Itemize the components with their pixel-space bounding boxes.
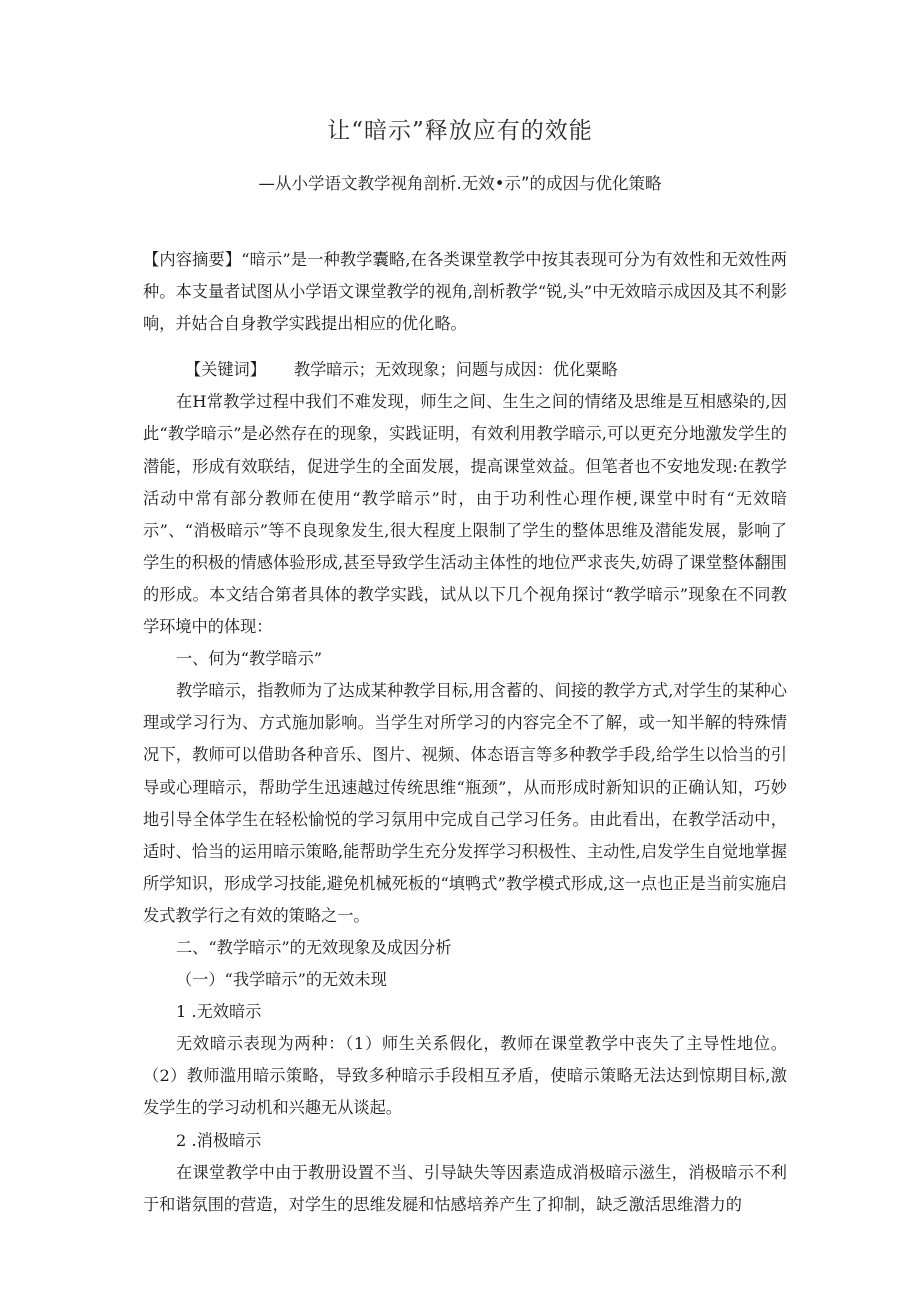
document-subtitle: —从小学语文教学视角剖析.无效•示”的成因与优化策略 [258, 174, 662, 193]
item-heading-2: 2 .消极暗示 [176, 1130, 262, 1150]
document-body [143, 244, 787, 1221]
document-title: 让“暗示”释放应有的效能 [327, 118, 593, 144]
keywords-value: 教学暗示；无效现象；问题与成因：优化粟略 [293, 360, 618, 380]
subsection-heading-1: （一）“我学暗示”的无效未现 [176, 970, 387, 990]
item-heading-1: 1 .无效暗示 [176, 1002, 262, 1022]
definition-paragraph: 教学暗示，指教师为了达成某种教学目标,用含蓄的、间接的教学方式,对学生的某种心理或学习行为、方式施加影响。当学生对所学习的内容完全不了解，或一知半解的特殊情况下，教师可以借助各种音乐、图片、视频、体态语言等多种教学手段,给学生以恰当的引导或心理暗示，帮助学生迅速越过传统思维“瓶颈”，从而形成时新知识的正确认知，巧妙地引导全体学生在轻松愉悦的学习氛用中完成自己学习任务。由此看出，在教学活动中，适时、恰当的运用暗示策略,能帮助学生充分发挥学习积极性、主动性,启发学生自觉地掌握所学知识，形成学习技能,避免机械死板的“填鸭式”教学模式形成,这一点也正是当前实施启发式教学行之有效的策略之一。 [143, 681, 787, 925]
keywords-label: 【关键词】 [185, 360, 266, 380]
abstract-paragraph: 【内容摘要】“暗示”是一种教学囊略,在各类课堂教学中按其表现可分为有效性和无效性两种。本支量者试图从小学语文课堂教学的视角,剖析教学“锐,头”中无效暗示成因及其不利影响，并姑合自身教学实践提出相应的优化略。 [143, 250, 787, 334]
keywords-line [143, 354, 787, 386]
section-heading-2: 二、“教学暗示”的无效现象及成因分析 [176, 937, 452, 957]
invalid-hint-paragraph: 无效暗示表现为两种：（1）师生关系假化，教师在课堂教学中丧失了主导性地位。（2）教师滥用暗示策略，导致多种暗示手段相互矛盾，使暗示策略无法达到惊期目标,激发学生的学习动机和兴趣无从谈起。 [143, 1034, 787, 1118]
section-heading-1: 一、何为“教学暗示” [176, 649, 323, 669]
intro-paragraph: 在H常教学过程中我们不难发现，师生之间、生生之间的情绪及思维是互相感染的,因此“教学暗示”是必然存在的现象，实践证明，有效利用教学暗示,可以更充分地激发学生的潜能，形成有效联结，促进学生的全面发展，提高课堂效益。但笔者也不安地发现:在教学活动中常有部分教师在使用“教学暗示”时，由于功利性心理作梗,课堂中时有“无效暗示”、“消极暗示”等不良现象发生,很大程度上限制了学生的整体思维及潜能发展，影响了学生的积极的情感体验形成,甚至导致学生活动主体性的地位严求丧失,妨碍了课堂整体翻围的形成。本文结合第者具体的教学实践，试从以下几个视角探讨“教学暗示”现象在不同教学环境中的体现： [143, 392, 787, 637]
negative-hint-paragraph: 在课堂教学中由于教册设置不当、引导缺失等因素造成消极暗示滋生，消极暗示不利于和谐氛围的营造，对学生的思维发屣和怙感培养产生了抑制，缺乏激活思维潜力的 [143, 1162, 787, 1214]
